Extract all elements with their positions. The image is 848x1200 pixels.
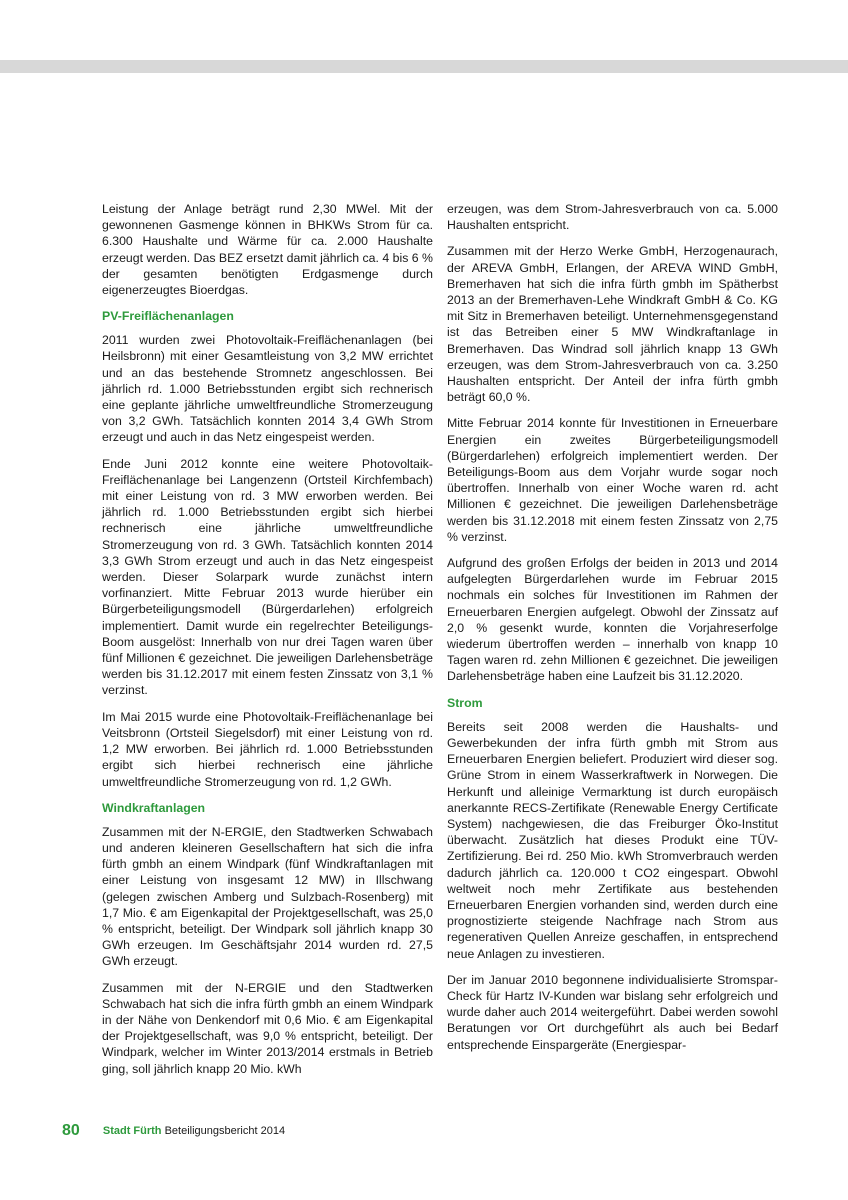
paragraph-pv-veitsbronn: Im Mai 2015 wurde eine Photovoltaik-Freiflächenanlage bei Veitsbronn (Ortsteil Siegelsdorf) mit einer Leistung von rd. 1,2 MW erworben. Bei jährlich rd. 1.000 Betriebsstunden ergibt sich hierbei rechnerisch eine jährliche umweltfreundliche Stromerzeugung von rd. 1,2 GWh. <box>102 709 433 789</box>
heading-strom: Strom <box>447 695 483 710</box>
page-number: 80 <box>62 1122 80 1139</box>
paragraph-denkendorf-continued: erzeugen, was dem Strom-Jahresverbrauch von ca. 5.000 Haushalten entspricht. <box>447 202 778 233</box>
paragraph-wind-bremerhaven: Zusammen mit der Herzo Werke GmbH, Herzogenaurach, der AREVA GmbH, Erlangen, der AREVA WIND GmbH, Bremerhaven hat sich die infra fürth gmbh im Spätherbst 2013 an der Bremerhaven-Lehe Windkraft GmbH & Co. KG mit Sitz in Bremerhaven beteiligt. Unternehmensgegenstand ist das Betreiben einer 5 MW Windkraftanlage in Bremerhaven. Das Windrad soll jährlich knapp 13 GWh erzeugen, was dem Strom-Jahresverbrauch von ca. 3.250 Haushalten entspricht. Der Anteil der infra fürth gmbh beträgt 60,0 %. <box>447 244 778 405</box>
paragraph-bez-capacity: Leistung der Anlage beträgt rund 2,30 MWel. Mit der gewonnenen Gasmenge können in BHKWs Strom für ca. 6.300 Haushalte und Wärme für ca. 2.000 Haushalte erzeugt werden. Das BEZ ersetzt damit jährlich ca. 4 bis 6 % der gesamten benötigten Erdgasmenge durch eigenerzeugtes Bioerdgas. <box>102 202 433 298</box>
footer-report-title: Beteiligungsbericht 2014 <box>164 1125 286 1137</box>
footer-city: Stadt Fürth <box>102 1125 162 1137</box>
paragraph-wind-illschwang: Zusammen mit der N-ERGIE, den Stadtwerken Schwabach und anderen kleineren Gesellschaftern hat sich die infra fürth gmbh an einem Windpark (fünf Windkraftanlagen mit einer Leistung von insgesamt 12 MW) in Illschwang (gelegen zwischen Amberg und Sulzbach-Rosenberg) mit 1,7 Mio. € am Eigenkapital der Projektgesellschaft, was 25,0 % entspricht, beteiligt. Der Windpark soll jährlich knapp 30 GWh erzeugen. Im Geschäftsjahr 2014 wurden rd. 27,5 GWh erzeugt. <box>102 824 433 969</box>
paragraph-buergerdarlehen-2015: Aufgrund des großen Erfolgs der beiden in 2013 und 2014 aufgelegten Bürgerdarlehen wurde im Februar 2015 nochmals ein solches für Investitionen im Rahmen der Erneuerbaren Energien aufgelegt. Obwohl der Zinssatz auf 2,0 % gesenkt wurde, konnten die Vorjahreserfolge wiederum übertroffen werden – innerhalb von knapp 10 Tagen waren rd. zehn Millionen € gezeichnet. Die jeweiligen Darlehensbeträge haben eine Laufzeit bis 31.12.2020. <box>447 556 778 684</box>
paragraph-pv-langenzenn: Ende Juni 2012 konnte eine weitere Photovoltaik-Freiflächenanlage bei Langenzenn (Ortsteil Kirchfembach) mit einer Leistung von rd. 3 MW erworben werden. Bei jährlich rd. 1.000 Betriebsstunden ergibt sich hierbei rechnerisch eine jährliche umweltfreundliche Stromerzeugung von rd. 3 GWh. Tatsächlich konnten 2014 3,3 GWh Strom erzeugt und auch in das Netz eingespeist werden. Dieser Solarpark wurde zunächst intern vorfinanziert. Mitte Februar 2013 wurde hierüber ein Bürgerbeteiligungsmodell (Bürgerdarlehen) erfolgreich implementiert. Damit wurde ein regelrechter Beteiligungs-Boom ausgelöst: Innerhalb von nur drei Tagen waren über fünf Millionen € gezeichnet. Die jeweiligen Darlehensbeträge werden bis 31.12.2017 mit einem festen Zinssatz von 3,1 % verzinst. <box>102 456 433 698</box>
right-column <box>447 201 778 1053</box>
paragraph-buergerdarlehen-2014: Mitte Februar 2014 konnte für Investitionen in Erneuerbare Energien ein zweites Bürgerbeteiligungsmodell (Bürgerdarlehen) erfolgreich implementiert werden. Der Beteiligungs-Boom aus dem Vorjahr wurde sogar noch übertroffen. Innerhalb von einer Woche waren rd. acht Millionen € gezeichnet. Die jeweiligen Darlehensbeträge werden bis 31.12.2018 mit einem festen Zinssatz von 2,75 % verzinst. <box>447 416 778 544</box>
paragraph-gruener-strom: Bereits seit 2008 werden die Haushalts- und Gewerbekunden der infra fürth gmbh mit Strom aus Erneuerbaren Energien beliefert. Produziert wird dieser sog. Grüne Strom in einem Wasserkraftwerk in Norwegen. Die Herkunft und alleinige Vermarktung ist durch europäisch anerkannte RECS-Zertifikate (Renewable Energy Certificate System) nachgewiesen, die das Freiburger Öko-Institut überwacht. Zusätzlich hat dieses Produkt eine TÜV-Zertifizierung. Bei rd. 250 Mio. kWh Stromverbrauch werden dadurch jährlich ca. 120.000 t CO2 eingespart. Obwohl weltweit noch mehr Zertifikate aus bestehenden Erneuerbaren Energien vorhanden sind, werden durch eine prognostizierte steigende Nachfrage nach Strom aus regenerativen Quellen Anreize geschaffen, in entsprechend neue Anlagen zu investieren. <box>447 719 778 961</box>
left-column <box>102 201 433 1077</box>
paragraph-wind-denkendorf: Zusammen mit der N-ERGIE und den Stadtwerken Schwabach hat sich die infra fürth gmbh an einem Windpark in der Nähe von Denkendorf mit 0,6 Mio. € am Eigenkapital der Projektgesellschaft, was 9,0 % entspricht, beteiligt. Der Windpark, welcher im Winter 2013/2014 erstmals in Betrieb ging, soll jährlich knapp 20 Mio. kWh <box>102 980 433 1076</box>
page-footer <box>62 1122 285 1140</box>
top-gray-band <box>0 60 848 73</box>
paragraph-pv-heilsbronn: 2011 wurden zwei Photovoltaik-Freiflächenanlagen (bei Heilsbronn) mit einer Gesamtleistung von 3,2 MW errichtet und an das bestehende Stromnetz angeschlossen. Bei jährlich rd. 1.000 Betriebsstunden ergibt sich rechnerisch eine geplante jährliche umweltfreundliche Stromerzeugung von 3,2 GWh. Tatsächlich konnten 2014 3,4 GWh Strom erzeugt und auch in das Netz eingespeist werden. <box>102 333 433 445</box>
heading-windkraftanlagen: Windkraftanlagen <box>102 800 206 815</box>
paragraph-stromspar-check: Der im Januar 2010 begonnene individualisierte Stromspar-Check für Hartz IV-Kunden war bislang sehr erfolgreich und wurde daher auch 2014 weitergeführt. Dabei werden sowohl Beratungen vor Ort durchgeführt als auch bei Bedarf entsprechende Einspargeräte (Energiespar- <box>447 972 778 1052</box>
heading-pv-freiflaechenanlagen: PV-Freiflächenanlagen <box>102 309 234 324</box>
